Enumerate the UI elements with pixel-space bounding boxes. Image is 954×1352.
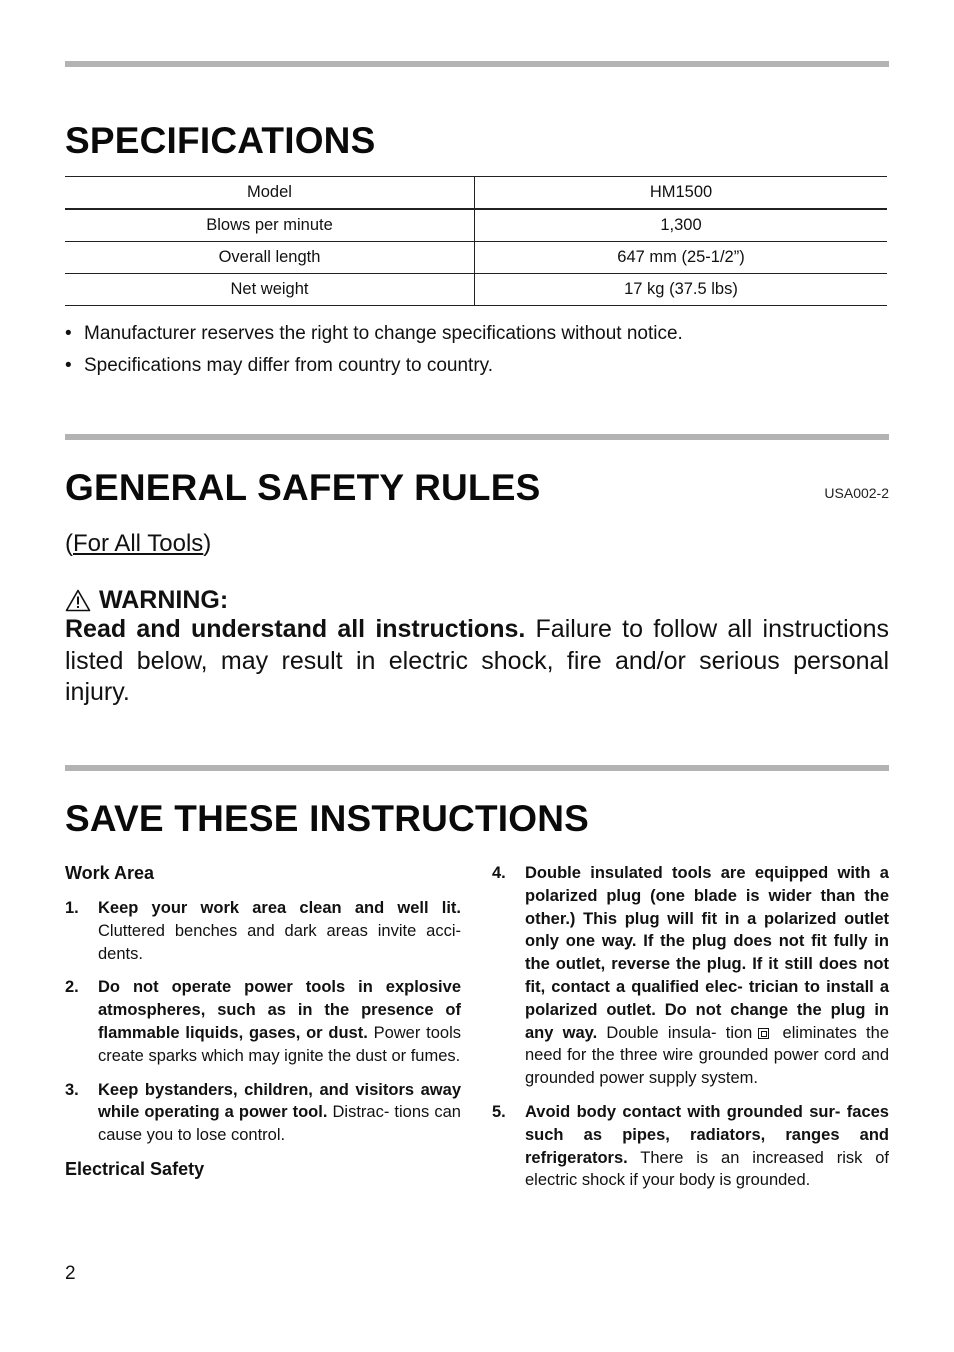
spec-label: Blows per minute [65,209,475,242]
item-text: Double insula- tion [597,1023,753,1042]
right-column [492,862,889,1203]
item-bold: Keep bystanders, children, and visitors away while operating a power tool. [98,1080,461,1122]
item-text: There is an increased risk of electric shock if your body is grounded. [525,1148,889,1190]
page-number: 2 [65,1263,76,1284]
list-item [65,976,461,1067]
spec-label: Model [65,177,475,210]
subtitle-text: For All Tools [73,530,204,557]
item-number: 5. [492,1102,506,1121]
spec-value: HM1500 [475,177,888,210]
list-item [65,352,889,384]
section-divider [65,61,889,67]
warning-bold: Read and understand all instructions. [65,615,526,643]
spec-value: 1,300 [475,209,888,242]
item-text: Cluttered benches and dark areas invite acci- dents. [98,921,461,963]
warning-triangle-icon [65,589,91,612]
table-row [65,177,887,210]
table-row [65,209,887,242]
note-text: Manufacturer reserves the right to change specifications without notice. [84,323,683,344]
bullet: • [65,355,72,376]
spec-label: Net weight [65,274,475,306]
list-item [65,1079,461,1147]
spec-value: 647 mm (25-1/2”) [475,242,888,274]
item-bold: Double insulated tools are equipped with a polarized plug (one blade is wider than the other.) This plug will fit in a polarized outlet only one way. If the plug does not fit fully in the outlet, reverse the plug. If it still does not fit, contact a qualified elec- trician to install a polarized outlet. Do not change the plug in any way. [525,864,889,1042]
list-item [492,1101,889,1192]
warning-label: WARNING: [99,586,229,614]
item-number: 3. [65,1080,79,1099]
section-divider [65,434,889,440]
subtitle-open: ( [65,530,73,557]
bullet: • [65,323,72,344]
table-row [65,274,887,306]
save-instructions-heading: SAVE THESE INSTRUCTIONS [65,798,590,839]
left-column [65,862,461,1193]
item-number: 1. [65,899,79,917]
warning-label-row [65,586,228,615]
note-text: Specifications may differ from country to country. [84,355,494,376]
item-number: 4. [492,864,506,882]
table-row [65,242,887,274]
item-text-after: eliminates the need for the three wire grounded power cord and grounded power supply system. [525,1023,889,1088]
item-bold: Keep your work area clean and well lit. [98,899,461,917]
warning-text: Failure to follow all instructions listed below, may result in electric shock, fire and/or serious personal injury. [65,615,889,706]
item-bold: Do not operate power tools in explosive atmospheres, such as in the presence of flammable liquids, gases, or dust. [98,978,461,1042]
work-area-heading: Work Area [65,863,155,883]
section-divider [65,765,889,771]
subtitle [65,530,211,558]
document-code: USA002-2 [824,485,889,501]
list-item [492,862,889,1090]
specification-notes [65,320,889,384]
item-number: 2. [65,978,79,997]
item-text: Distrac- tions can cause you to lose control. [98,1103,461,1145]
list-item [65,897,461,965]
spec-value: 17 kg (37.5 lbs) [475,274,888,306]
warning-paragraph [65,614,889,709]
item-text: Power tools create sparks which may ignite the dust or fumes. [98,1023,461,1065]
spec-label: Overall length [65,242,475,274]
item-bold: Avoid body contact with grounded sur- faces such as pipes, radiators, ranges and refrigerators. [525,1102,889,1167]
general-safety-heading: GENERAL SAFETY RULES [65,467,541,508]
electrical-safety-heading: Electrical Safety [65,1158,205,1179]
specifications-heading: SPECIFICATIONS [65,120,376,161]
double-insulation-icon [758,1028,769,1039]
list-item [65,320,889,352]
specifications-table [65,176,887,306]
subtitle-close: ) [203,530,212,557]
